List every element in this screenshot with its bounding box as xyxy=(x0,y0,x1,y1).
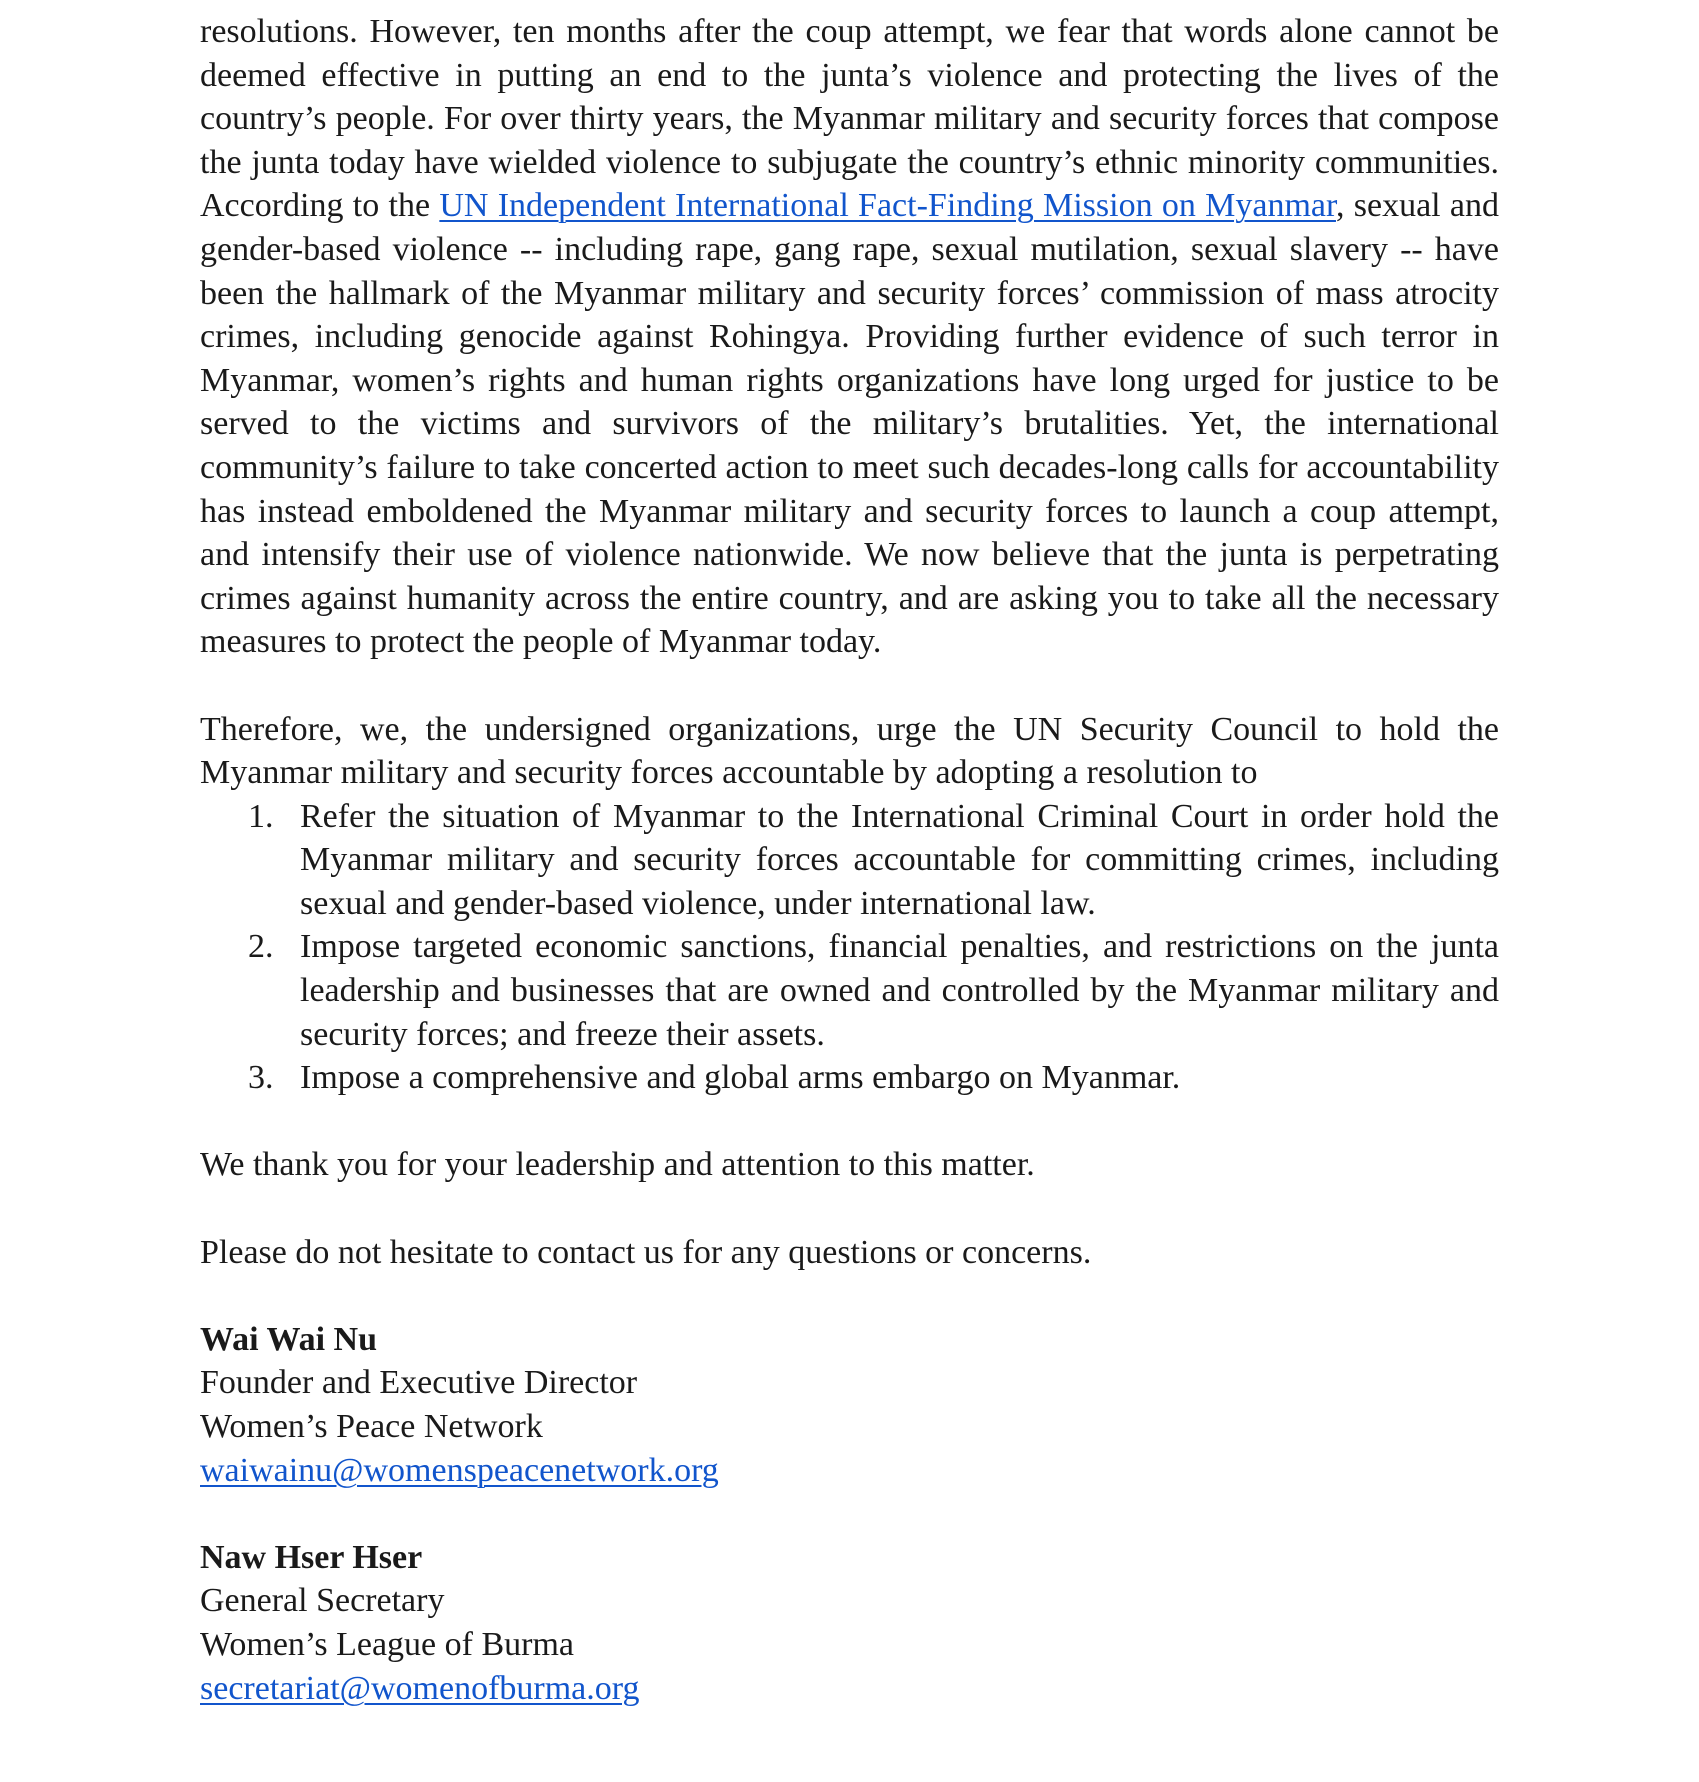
signature-block xyxy=(200,1318,1499,1492)
letter-page xyxy=(200,10,1499,1710)
fact-finding-mission-link[interactable]: UN Independent International Fact-Finding Mission on Myanmar xyxy=(439,187,1336,225)
paragraph-request-intro: Therefore, we, the undersigned organizations, urge the UN Security Council to hold the Myanmar military and security forces accountable by adopting a resolution to xyxy=(200,710,1499,792)
paragraph-spacer xyxy=(200,1492,1499,1536)
demand-item xyxy=(200,795,1499,926)
signatory-title: General Secretary xyxy=(200,1582,445,1620)
paragraph-spacer xyxy=(200,1187,1499,1231)
demand-number: 1. xyxy=(248,797,274,835)
signatory-name: Naw Hser Hser xyxy=(200,1538,423,1576)
paragraph-spacer xyxy=(200,664,1499,708)
paragraph-spacer xyxy=(200,1100,1499,1144)
paragraph-context xyxy=(200,10,1499,664)
demand-text: Impose a comprehensive and global arms embargo on Myanmar. xyxy=(300,1059,1181,1097)
signature-block xyxy=(200,1536,1499,1710)
contact-line: Please do not hesitate to contact us for any questions or concerns. xyxy=(200,1233,1092,1271)
signatory-organization: Women’s League of Burma xyxy=(200,1625,574,1663)
thanks-line: We thank you for your leadership and attention to this matter. xyxy=(200,1146,1035,1184)
paragraph-context-text-start: resolutions. However, ten months after the coup attempt, we fear that words alone cannot be deemed effective in putting an end to the junta’s violence and protecting the lives of the country’s people. For over thirty years, the Myanmar military and security forces that compose the junta today have wielded violence to subjugate the country’s ethnic minority communities. According to the xyxy=(200,13,1499,225)
demands-list xyxy=(200,795,1499,1100)
signatory-email-link[interactable]: waiwainu@womenspeacenetwork.org xyxy=(200,1451,719,1489)
paragraph-spacer xyxy=(200,1274,1499,1318)
signatory-title: Founder and Executive Director xyxy=(200,1364,638,1402)
signatory-organization: Women’s Peace Network xyxy=(200,1408,543,1445)
demand-text: Impose targeted economic sanctions, financial penalties, and restrictions on the junta leadership and businesses that are owned and controlled by the Myanmar military and security forces; and freeze their assets. xyxy=(300,928,1499,1053)
demand-item xyxy=(200,925,1499,1056)
paragraph-context-text-end: , sexual and gender-based violence -- including rape, gang rape, sexual mutilation, sexual slavery -- have been the hallmark of the Myanmar military and security forces’ commission of mass atrocity crimes, including genocide against Rohingya. Providing further evidence of such terror in Myanmar, women’s rights and human rights organizations have long urged for justice to be served to the victims and survivors of the military’s brutalities. Yet, the international community’s failure to take concerted action to meet such decades-long calls for accountability has instead emboldened the Myanmar military and security forces to launch a coup attempt, and intensify their use of violence nationwide. We now believe that the junta is perpetrating crimes against humanity across the entire country, and are asking you to take all the necessary measures to protect the people of Myanmar today. xyxy=(200,187,1499,661)
demand-number: 3. xyxy=(248,1059,274,1097)
demand-text: Refer the situation of Myanmar to the International Criminal Court in order hold the Myanmar military and security forces accountable for committing crimes, including sexual and gender-based violence, under international law. xyxy=(300,797,1499,922)
demand-number: 2. xyxy=(248,928,274,966)
signatory-email-link[interactable]: secretariat@womenofburma.org xyxy=(200,1669,640,1707)
signatory-name: Wai Wai Nu xyxy=(200,1320,377,1358)
demand-item xyxy=(200,1056,1499,1100)
